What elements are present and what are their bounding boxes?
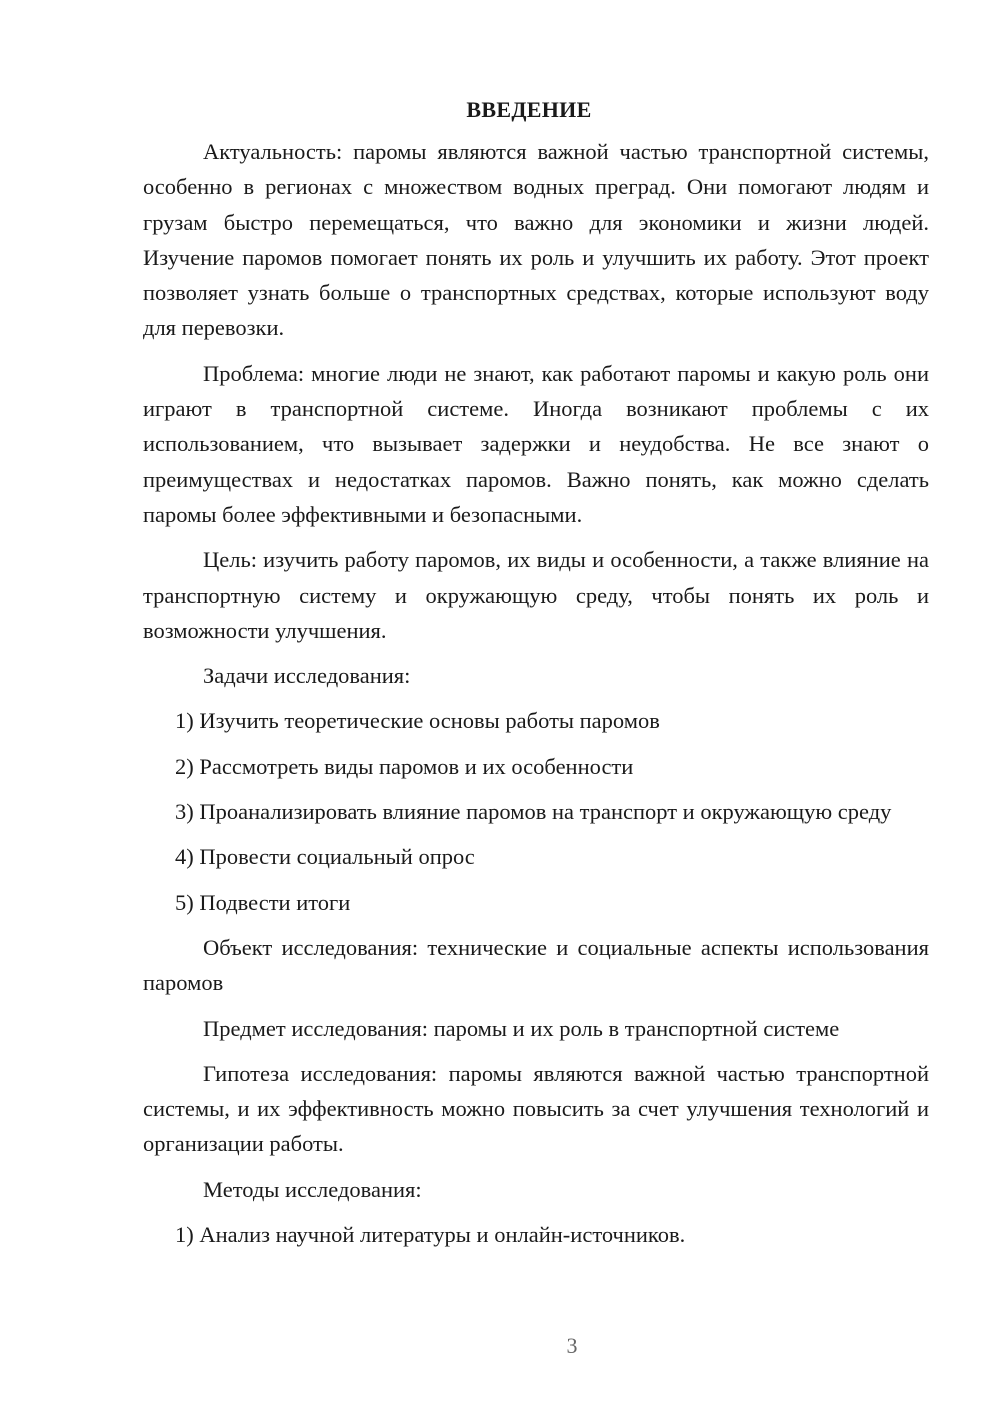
task-item-2: 2) Рассмотреть виды паромов и их особенности (175, 753, 634, 779)
task-item-3: 3) Проанализировать влияние паромов на транспорт и окружающую среду (175, 799, 892, 825)
page-title: ВВЕДЕНИЕ (466, 97, 592, 122)
page-body (143, 92, 929, 1252)
task-item-4: 4) Провести социальный опрос (175, 844, 475, 870)
task-item-1: 1) Изучить теоретические основы работы паромов (175, 708, 660, 734)
paragraph-goal: Цель: изучить работу паромов, их виды и особенности, а также влияние на транспортную систему и окружающую среду, чтобы понять их роль и возможности улучшения. (143, 547, 929, 643)
method-item-1: 1) Анализ научной литературы и онлайн-источников. (175, 1222, 686, 1248)
paragraph-problem: Проблема: многие люди не знают, как работают паромы и какую роль они играют в транспортной системе. Иногда возникают проблемы с их использованием, что вызывает задержки и неудобства. Не все знают о преимуществах и недостатках паромов. Важно понять, как можно сделать паромы более эффективными и безопасными. (143, 360, 929, 527)
task-item-5: 5) Подвести итоги (175, 889, 351, 915)
paragraph-subject: Предмет исследования: паромы и их роль в транспортной системе (203, 1015, 840, 1041)
paragraph-hypothesis: Гипотеза исследования: паромы являются важной частью транспортной системы, и их эффективность можно повысить за счет улучшения технологий и организации работы. (143, 1060, 929, 1157)
methods-heading: Методы исследования: (203, 1176, 422, 1202)
tasks-heading: Задачи исследования: (203, 663, 411, 689)
paragraph-object: Объект исследования: технические и социальные аспекты использования паромов (143, 934, 929, 996)
paragraph-relevance: Актуальность: паромы являются важной частью транспортной системы, особенно в регионах с множеством водных преград. Они помогают людям и грузам быстро перемещаться, что важно для экономики и жизни людей. Изучение паромов помогает понять их роль и улучшить их работу. Этот проект позволяет узнать больше о транспортных средствах, которые используют воду для перевозки. (143, 139, 929, 341)
page-number: 3 (566, 1333, 578, 1358)
